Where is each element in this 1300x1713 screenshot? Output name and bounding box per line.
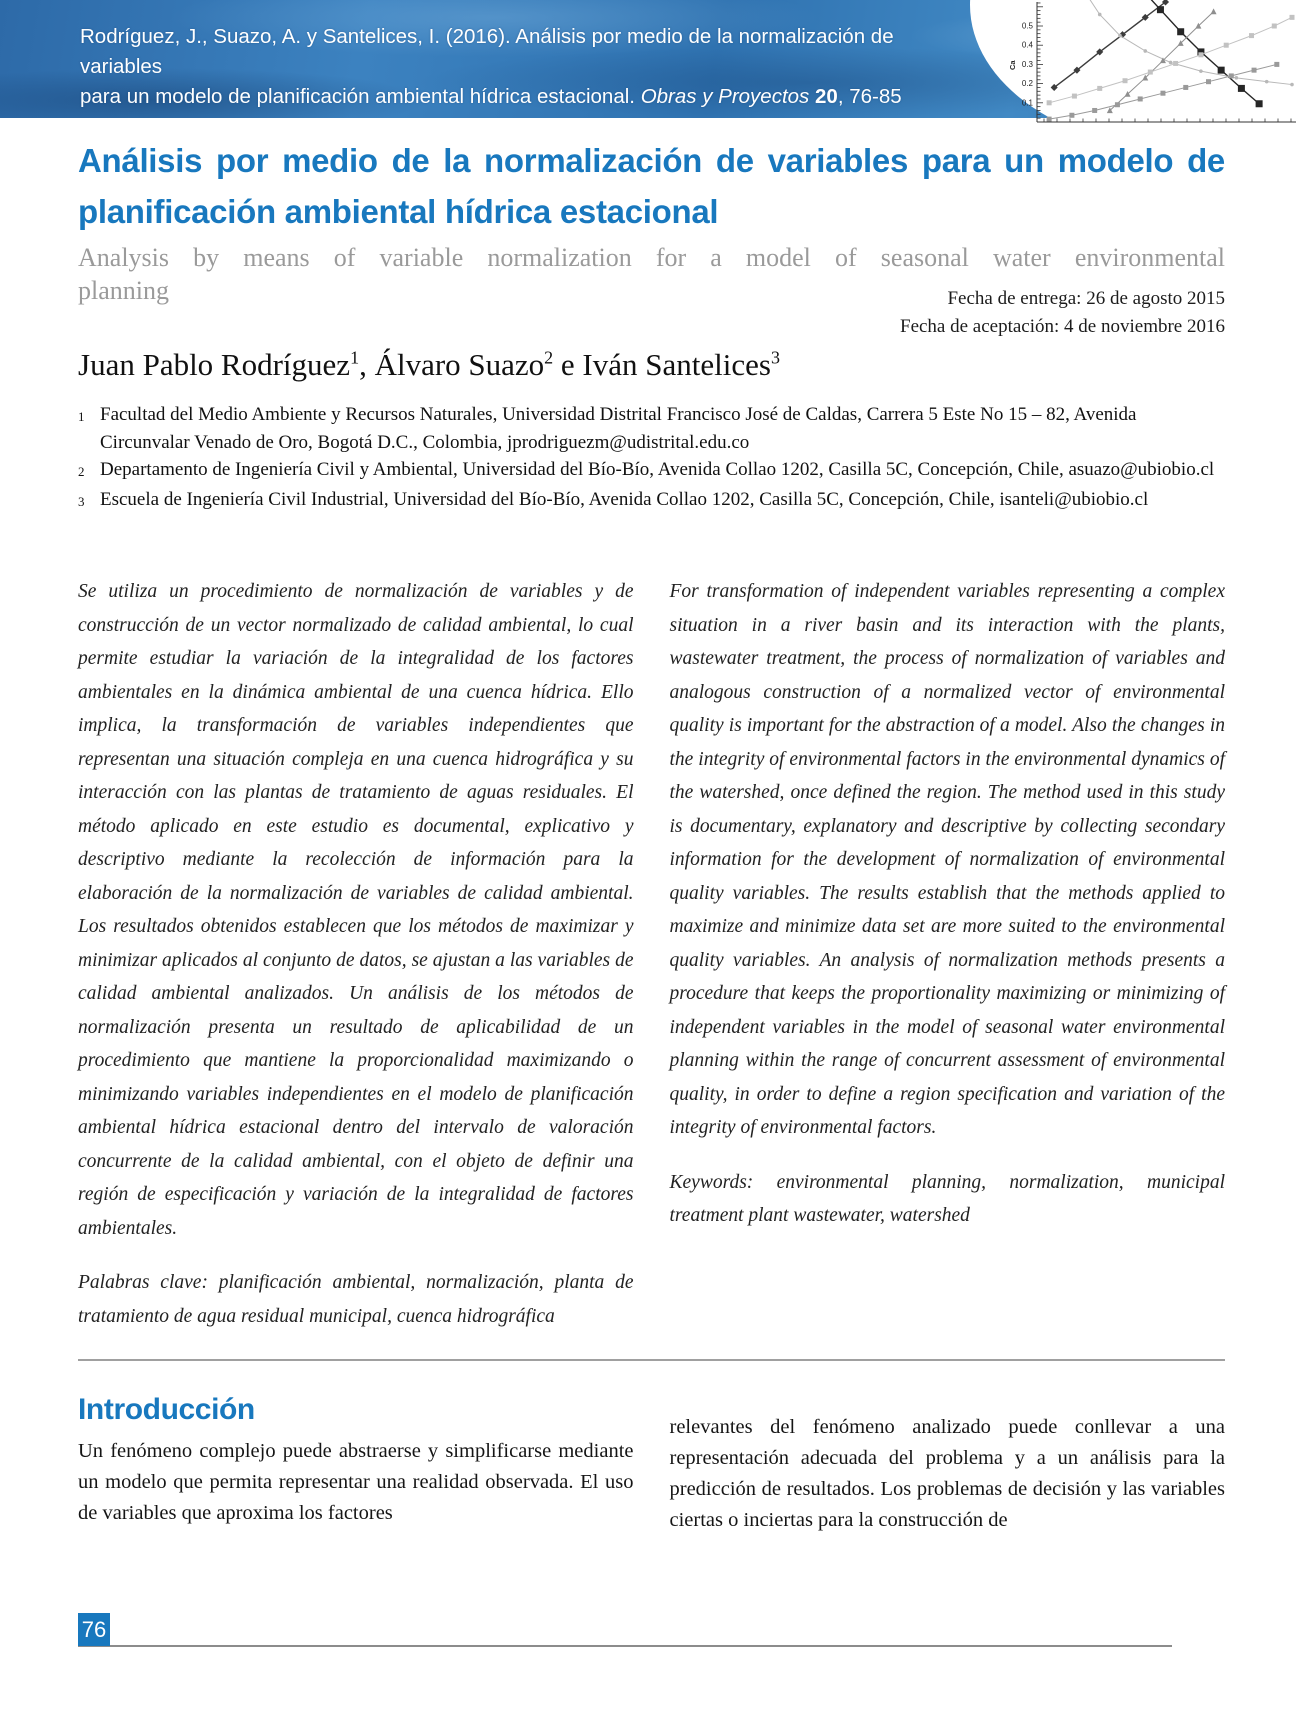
affiliation-1 (78, 401, 1225, 456)
keywords-en: Keywords: environmental planning, normalization, municipal treatment plant wastewater, watershed (669, 1171, 1225, 1226)
citation-volume: 20 (809, 85, 838, 108)
article-subtitle-line2: planning (78, 276, 169, 305)
author-3-affiliation-ref: 3 (770, 347, 780, 368)
citation-pages: , 76-85 (837, 85, 902, 108)
introduction-section (78, 1393, 1225, 1536)
page-number-badge: 76 (78, 1613, 110, 1646)
author-1-affiliation-ref: 1 (350, 347, 360, 368)
svg-text:0.2: 0.2 (1021, 79, 1033, 89)
author-2: , Álvaro Suazo (359, 347, 545, 382)
introduction-column-right (670, 1393, 1226, 1536)
affiliation-3 (78, 486, 1225, 516)
authors-line (78, 347, 1225, 383)
submission-dates (900, 285, 1225, 341)
svg-text:0.3: 0.3 (1021, 59, 1033, 69)
abstract-column-en (670, 575, 1226, 1333)
author-3: e Iván Santelices (553, 347, 771, 382)
article-title-line1: Análisis por medio de la normalización de variables para un modelo de (78, 142, 1225, 179)
svg-text:0.5: 0.5 (1021, 21, 1033, 31)
affiliation-1-text: Facultad del Medio Ambiente y Recursos Naturales, Universidad Distrital Francisco José de Caldas, Carrera 5 Este No 15 – 82, Avenida Circunvalar Venado de Oro, Bogotá D.C., Colombia, jprodriguezm@udistrital.edu.co (100, 404, 1137, 453)
article-title (78, 135, 1225, 237)
affiliations (78, 401, 1225, 515)
abstract-column-es (78, 575, 634, 1333)
article-title-line2: planificación ambiental hídrica estacional (78, 193, 719, 230)
svg-text:0.4: 0.4 (1021, 40, 1033, 50)
introduction-column-left (78, 1393, 634, 1536)
abstract-es: Se utiliza un procedimiento de normalización de variables y de construcción de un vector normalizado de calidad ambiental, lo cual permite estudiar la variación de la integralidad de los factores ambientales en la dinámica ambiental de una cuenca hídrica. Ello implica, la transformación de variables independientes que representan una situación compleja en una cuenca hidrográfica y su interacción con las plantas de tratamiento de aguas residuales. El método aplicado en este estudio es documental, explicativo y descriptivo mediante la recolección de información para la elaboración de la normalización de variables de calidad ambiental. Los resultados obtenidos establecen que los métodos de maximizar y minimizar aplicados al conjunto de datos, se ajustan a las variables de calidad ambiental analizados. Un análisis de los métodos de normalización presenta un resultado de aplicabilidad de un procedimiento que mantiene la proporcionalidad maximizando o minimizando variables independientes en el modelo de planificación ambiental hídrica estacional dentro del intervalo de valoración concurrente de la calidad ambiental, con el objeto de definir una región de especificación y variación de la integralidad de factores ambientales. (78, 581, 634, 1239)
author-2-affiliation-ref: 2 (544, 347, 554, 368)
introduction-heading: Introducción (78, 1393, 255, 1426)
affiliation-3-marker: 3 (78, 493, 85, 509)
affiliation-1-marker: 1 (78, 409, 85, 424)
affiliation-3-text: Escuela de Ingeniería Civil Industrial, Universidad del Bío-Bío, Avenida Collao 1202, Casilla 5C, Concepción, Chile, isanteli@ubiobio.cl (100, 488, 1149, 510)
citation-journal-name: Obras y Proyectos (640, 85, 810, 108)
date-accepted: Fecha de aceptación: 4 de noviembre 2016 (900, 316, 1225, 337)
affiliation-2 (78, 456, 1225, 486)
keywords-es: Palabras clave: planificación ambiental, normalización, planta de tratamiento de agua residual municipal, cuenca hidrográfica (78, 1272, 634, 1327)
introduction-paragraph-right: relevantes del fenómeno analizado puede conllevar a una representación adecuada del problema y a un análisis para la predicción de resultados. Los problemas de decisión y las variables ciertas o inciertas para la construcción de (669, 1416, 1225, 1531)
affiliation-2-marker: 2 (78, 464, 85, 479)
citation (80, 22, 960, 112)
article-content (78, 118, 1225, 1536)
abstract-en: For transformation of independent variables representing a complex situation in a river basin and its interaction with the plants, wastewater treatment, the process of normalization of variables and analogous construction of a normalized vector of environmental quality is important for the abstraction of a model. Also the changes in the integrity of environmental factors in the environmental dynamics of the watershed, once defined the region. The method used in this study is documentary, explanatory and descriptive by collecting secondary information for the development of normalization of environmental quality variables. The results establish that the methods applied to maximize and minimize data set are more suited to the environmental quality variables. An analysis of normalization methods presents a procedure that keeps the proportionality maximizing or minimizing of independent variables in the model of seasonal water environmental planning within the range of concurrent assessment of environmental quality, in order to define a region specification and variation of the integrity of environmental factors. (669, 581, 1225, 1138)
section-divider (78, 1359, 1225, 1361)
author-1: Juan Pablo Rodríguez (78, 347, 351, 382)
svg-text:0.1: 0.1 (1021, 98, 1033, 108)
affiliation-2-text: Departamento de Ingeniería Civil y Ambiental, Universidad del Bío-Bío, Avenida Collao 1202, Casilla 5C, Concepción, Chile, asuazo@ubiobio.cl (100, 459, 1215, 480)
svg-text:Ca: Ca (1008, 60, 1017, 70)
mini-line-chart (1006, 0, 1298, 127)
footer-rule (78, 1645, 1172, 1647)
citation-line2-prefix: para un modelo de planificación ambiental hídrica estacional. (80, 85, 641, 108)
article-subtitle-line1: Analysis by means of variable normalization for a model of seasonal water environmental (78, 243, 1225, 272)
abstract-section (78, 575, 1225, 1333)
citation-line1: Rodríguez, J., Suazo, A. y Santelices, I. (2016). Análisis por medio de la normalización de variables (80, 25, 894, 78)
date-received: Fecha de entrega: 26 de agosto 2015 (947, 288, 1225, 309)
introduction-paragraph-left: Un fenómeno complejo puede abstraerse y simplificarse mediante un modelo que permita representar una realidad observada. El uso de variables que aproxima los factores (78, 1440, 634, 1524)
